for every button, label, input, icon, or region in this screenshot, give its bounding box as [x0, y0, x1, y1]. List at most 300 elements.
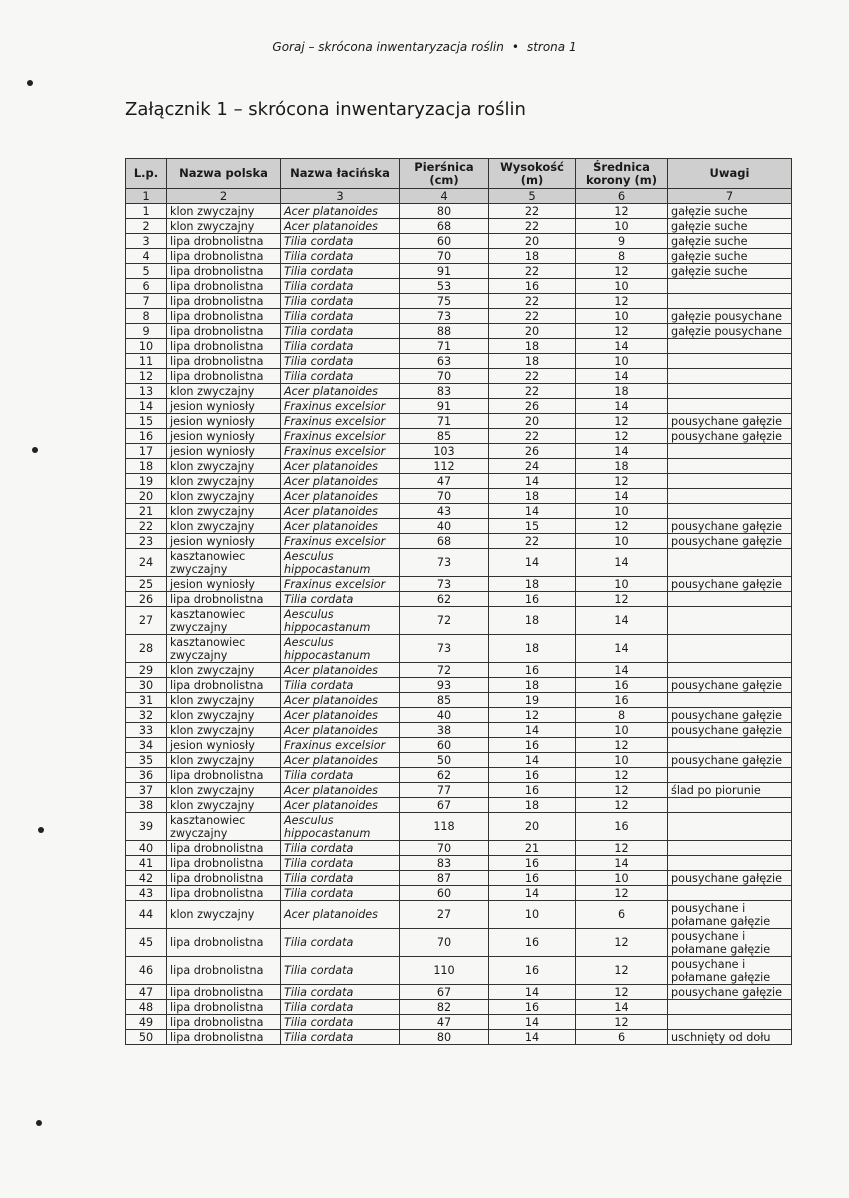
header-dbh: Pierśnica (cm): [400, 159, 489, 189]
crown-diameter-cell: 14: [576, 489, 668, 504]
polish-name: kasztanowiec zwyczajny: [167, 549, 281, 577]
row-number: 12: [126, 369, 167, 384]
height-cell: 22: [489, 309, 576, 324]
table-row: [126, 592, 792, 607]
punch-hole-mark: [27, 80, 33, 86]
table-row: [126, 429, 792, 444]
remarks-cell: [668, 489, 792, 504]
polish-name: klon zwyczajny: [167, 753, 281, 768]
remarks-cell: [668, 444, 792, 459]
polish-name: jesion wyniosły: [167, 577, 281, 592]
remarks-cell: [668, 592, 792, 607]
latin-name: Tilia cordata: [281, 369, 400, 384]
row-number: 3: [126, 234, 167, 249]
height-cell: 14: [489, 886, 576, 901]
crown-diameter-cell: 14: [576, 444, 668, 459]
height-cell: 14: [489, 1030, 576, 1045]
polish-name: lipa drobnolistna: [167, 324, 281, 339]
table-row: [126, 384, 792, 399]
column-number: 5: [489, 189, 576, 204]
latin-name: Tilia cordata: [281, 871, 400, 886]
polish-name: klon zwyczajny: [167, 474, 281, 489]
table-row: [126, 369, 792, 384]
header-separator: •: [511, 40, 519, 54]
row-number: 20: [126, 489, 167, 504]
polish-name: lipa drobnolistna: [167, 678, 281, 693]
table-row: [126, 856, 792, 871]
latin-name: Tilia cordata: [281, 294, 400, 309]
crown-diameter-cell: 10: [576, 279, 668, 294]
row-number: 44: [126, 901, 167, 929]
dbh-cell: 77: [400, 783, 489, 798]
row-number: 29: [126, 663, 167, 678]
crown-diameter-cell: 16: [576, 678, 668, 693]
latin-name: Tilia cordata: [281, 339, 400, 354]
page-label: strona 1: [526, 40, 577, 54]
height-cell: 16: [489, 1000, 576, 1015]
remarks-cell: pousychane gałęzie: [668, 577, 792, 592]
row-number: 48: [126, 1000, 167, 1015]
remarks-cell: [668, 635, 792, 663]
remarks-cell: [668, 813, 792, 841]
latin-name: Tilia cordata: [281, 1015, 400, 1030]
crown-diameter-cell: 10: [576, 309, 668, 324]
latin-name: Tilia cordata: [281, 279, 400, 294]
row-number: 37: [126, 783, 167, 798]
crown-diameter-cell: 10: [576, 219, 668, 234]
row-number: 2: [126, 219, 167, 234]
table-row: [126, 399, 792, 414]
latin-name: Tilia cordata: [281, 957, 400, 985]
polish-name: lipa drobnolistna: [167, 768, 281, 783]
polish-name: jesion wyniosły: [167, 534, 281, 549]
crown-diameter-cell: 12: [576, 798, 668, 813]
dbh-cell: 68: [400, 534, 489, 549]
height-cell: 14: [489, 1015, 576, 1030]
latin-name: Tilia cordata: [281, 768, 400, 783]
running-header: [0, 40, 849, 54]
polish-name: lipa drobnolistna: [167, 339, 281, 354]
height-cell: 24: [489, 459, 576, 474]
crown-diameter-cell: 12: [576, 768, 668, 783]
row-number: 16: [126, 429, 167, 444]
row-number: 45: [126, 929, 167, 957]
table-row: [126, 414, 792, 429]
dbh-cell: 72: [400, 607, 489, 635]
table-row: [126, 474, 792, 489]
latin-name: Tilia cordata: [281, 264, 400, 279]
remarks-cell: [668, 459, 792, 474]
dbh-cell: 73: [400, 577, 489, 592]
crown-diameter-cell: 14: [576, 399, 668, 414]
table-row: [126, 294, 792, 309]
remarks-cell: [668, 738, 792, 753]
remarks-cell: gałęzie pousychane: [668, 324, 792, 339]
crown-diameter-cell: 12: [576, 264, 668, 279]
polish-name: klon zwyczajny: [167, 384, 281, 399]
polish-name: klon zwyczajny: [167, 798, 281, 813]
remarks-cell: [668, 856, 792, 871]
row-number: 18: [126, 459, 167, 474]
latin-name: Fraxinus excelsior: [281, 738, 400, 753]
latin-name: Fraxinus excelsior: [281, 414, 400, 429]
row-number: 38: [126, 798, 167, 813]
height-cell: 16: [489, 929, 576, 957]
height-cell: 18: [489, 339, 576, 354]
crown-diameter-cell: 12: [576, 429, 668, 444]
dbh-cell: 93: [400, 678, 489, 693]
dbh-cell: 27: [400, 901, 489, 929]
polish-name: lipa drobnolistna: [167, 957, 281, 985]
dbh-cell: 103: [400, 444, 489, 459]
crown-diameter-cell: 10: [576, 753, 668, 768]
dbh-cell: 80: [400, 1030, 489, 1045]
remarks-cell: pousychane gałęzie: [668, 519, 792, 534]
table-row: [126, 1000, 792, 1015]
height-cell: 14: [489, 549, 576, 577]
table-row: [126, 957, 792, 985]
latin-name: Acer platanoides: [281, 693, 400, 708]
remarks-cell: pousychane gałęzie: [668, 534, 792, 549]
remarks-cell: pousychane gałęzie: [668, 429, 792, 444]
table-row: [126, 549, 792, 577]
row-number: 10: [126, 339, 167, 354]
latin-name: Tilia cordata: [281, 354, 400, 369]
polish-name: lipa drobnolistna: [167, 1015, 281, 1030]
latin-name: Acer platanoides: [281, 663, 400, 678]
height-cell: 22: [489, 204, 576, 219]
row-number: 28: [126, 635, 167, 663]
table-row: [126, 886, 792, 901]
remarks-cell: pousychane gałęzie: [668, 678, 792, 693]
latin-name: Fraxinus excelsior: [281, 429, 400, 444]
dbh-cell: 82: [400, 1000, 489, 1015]
polish-name: lipa drobnolistna: [167, 841, 281, 856]
remarks-cell: [668, 663, 792, 678]
crown-diameter-cell: 10: [576, 577, 668, 592]
crown-diameter-cell: 14: [576, 369, 668, 384]
row-number: 34: [126, 738, 167, 753]
latin-name: Tilia cordata: [281, 249, 400, 264]
remarks-cell: [668, 504, 792, 519]
latin-name: Fraxinus excelsior: [281, 534, 400, 549]
height-cell: 16: [489, 663, 576, 678]
table-row: [126, 249, 792, 264]
polish-name: lipa drobnolistna: [167, 309, 281, 324]
row-number: 41: [126, 856, 167, 871]
polish-name: klon zwyczajny: [167, 459, 281, 474]
remarks-cell: pousychane gałęzie: [668, 414, 792, 429]
crown-diameter-cell: 8: [576, 708, 668, 723]
dbh-cell: 68: [400, 219, 489, 234]
latin-name: Fraxinus excelsior: [281, 444, 400, 459]
column-number: 4: [400, 189, 489, 204]
table-row: [126, 489, 792, 504]
remarks-cell: [668, 279, 792, 294]
height-cell: 15: [489, 519, 576, 534]
crown-diameter-cell: 12: [576, 841, 668, 856]
crown-diameter-cell: 10: [576, 354, 668, 369]
crown-diameter-cell: 12: [576, 414, 668, 429]
latin-name: Tilia cordata: [281, 841, 400, 856]
latin-name: Aesculus hippocastanum: [281, 813, 400, 841]
table-row: [126, 929, 792, 957]
height-cell: 18: [489, 249, 576, 264]
dbh-cell: 87: [400, 871, 489, 886]
latin-name: Fraxinus excelsior: [281, 399, 400, 414]
dbh-cell: 73: [400, 549, 489, 577]
crown-diameter-cell: 18: [576, 459, 668, 474]
row-number: 50: [126, 1030, 167, 1045]
table-row: [126, 708, 792, 723]
crown-diameter-cell: 10: [576, 504, 668, 519]
height-cell: 16: [489, 592, 576, 607]
remarks-cell: pousychane i połamane gałęzie: [668, 901, 792, 929]
remarks-cell: [668, 354, 792, 369]
dbh-cell: 53: [400, 279, 489, 294]
dbh-cell: 83: [400, 384, 489, 399]
polish-name: lipa drobnolistna: [167, 279, 281, 294]
dbh-cell: 70: [400, 489, 489, 504]
row-number: 33: [126, 723, 167, 738]
remarks-cell: [668, 384, 792, 399]
latin-name: Tilia cordata: [281, 1030, 400, 1045]
row-number: 31: [126, 693, 167, 708]
polish-name: lipa drobnolistna: [167, 592, 281, 607]
dbh-cell: 85: [400, 429, 489, 444]
crown-diameter-cell: 14: [576, 549, 668, 577]
dbh-cell: 73: [400, 635, 489, 663]
remarks-cell: [668, 294, 792, 309]
polish-name: klon zwyczajny: [167, 219, 281, 234]
dbh-cell: 70: [400, 249, 489, 264]
latin-name: Acer platanoides: [281, 519, 400, 534]
crown-diameter-cell: 14: [576, 635, 668, 663]
remarks-cell: pousychane gałęzie: [668, 985, 792, 1000]
latin-name: Tilia cordata: [281, 1000, 400, 1015]
latin-name: Tilia cordata: [281, 324, 400, 339]
latin-name: Acer platanoides: [281, 384, 400, 399]
height-cell: 26: [489, 444, 576, 459]
remarks-cell: uschnięty od dołu: [668, 1030, 792, 1045]
row-number: 7: [126, 294, 167, 309]
table-row: [126, 459, 792, 474]
polish-name: lipa drobnolistna: [167, 264, 281, 279]
polish-name: jesion wyniosły: [167, 414, 281, 429]
polish-name: klon zwyczajny: [167, 693, 281, 708]
height-cell: 18: [489, 798, 576, 813]
table-row: [126, 693, 792, 708]
remarks-cell: ślad po piorunie: [668, 783, 792, 798]
crown-diameter-cell: 12: [576, 985, 668, 1000]
remarks-cell: [668, 886, 792, 901]
remarks-cell: pousychane i połamane gałęzie: [668, 957, 792, 985]
header-lp: L.p.: [126, 159, 167, 189]
remarks-cell: pousychane gałęzie: [668, 871, 792, 886]
latin-name: Acer platanoides: [281, 901, 400, 929]
dbh-cell: 72: [400, 663, 489, 678]
remarks-cell: [668, 339, 792, 354]
header-crown-diameter: Średnica korony (m): [576, 159, 668, 189]
height-cell: 26: [489, 399, 576, 414]
height-cell: 22: [489, 264, 576, 279]
latin-name: Acer platanoides: [281, 783, 400, 798]
dbh-cell: 88: [400, 324, 489, 339]
row-number: 27: [126, 607, 167, 635]
table-row: [126, 783, 792, 798]
remarks-cell: [668, 549, 792, 577]
row-number: 49: [126, 1015, 167, 1030]
dbh-cell: 118: [400, 813, 489, 841]
polish-name: klon zwyczajny: [167, 663, 281, 678]
latin-name: Tilia cordata: [281, 678, 400, 693]
height-cell: 22: [489, 369, 576, 384]
row-number: 6: [126, 279, 167, 294]
header-polish-name: Nazwa polska: [167, 159, 281, 189]
remarks-cell: pousychane gałęzie: [668, 753, 792, 768]
polish-name: kasztanowiec zwyczajny: [167, 813, 281, 841]
row-number: 17: [126, 444, 167, 459]
table-row: [126, 663, 792, 678]
table-row: [126, 753, 792, 768]
dbh-cell: 91: [400, 399, 489, 414]
height-cell: 16: [489, 768, 576, 783]
dbh-cell: 62: [400, 768, 489, 783]
dbh-cell: 110: [400, 957, 489, 985]
height-cell: 16: [489, 783, 576, 798]
remarks-cell: [668, 1000, 792, 1015]
crown-diameter-cell: 14: [576, 663, 668, 678]
latin-name: Fraxinus excelsior: [281, 577, 400, 592]
polish-name: lipa drobnolistna: [167, 294, 281, 309]
height-cell: 16: [489, 738, 576, 753]
row-number: 26: [126, 592, 167, 607]
height-cell: 14: [489, 985, 576, 1000]
remarks-cell: gałęzie suche: [668, 249, 792, 264]
crown-diameter-cell: 10: [576, 871, 668, 886]
height-cell: 22: [489, 534, 576, 549]
crown-diameter-cell: 10: [576, 723, 668, 738]
row-number: 46: [126, 957, 167, 985]
dbh-cell: 67: [400, 985, 489, 1000]
running-title: Goraj – skrócona inwentaryzacja roślin: [272, 40, 504, 54]
crown-diameter-cell: 6: [576, 1030, 668, 1045]
dbh-cell: 83: [400, 856, 489, 871]
dbh-cell: 47: [400, 474, 489, 489]
column-number: 2: [167, 189, 281, 204]
polish-name: lipa drobnolistna: [167, 886, 281, 901]
polish-name: klon zwyczajny: [167, 901, 281, 929]
dbh-cell: 60: [400, 234, 489, 249]
latin-name: Acer platanoides: [281, 504, 400, 519]
height-cell: 12: [489, 708, 576, 723]
table-row: [126, 901, 792, 929]
dbh-cell: 38: [400, 723, 489, 738]
height-cell: 22: [489, 384, 576, 399]
polish-name: lipa drobnolistna: [167, 249, 281, 264]
height-cell: 19: [489, 693, 576, 708]
polish-name: klon zwyczajny: [167, 783, 281, 798]
table-row: [126, 519, 792, 534]
height-cell: 22: [489, 219, 576, 234]
height-cell: 16: [489, 871, 576, 886]
polish-name: lipa drobnolistna: [167, 369, 281, 384]
column-number: 3: [281, 189, 400, 204]
latin-name: Tilia cordata: [281, 309, 400, 324]
height-cell: 20: [489, 234, 576, 249]
crown-diameter-cell: 12: [576, 204, 668, 219]
remarks-cell: [668, 399, 792, 414]
dbh-cell: 62: [400, 592, 489, 607]
table-row: [126, 798, 792, 813]
row-number: 24: [126, 549, 167, 577]
table-row: [126, 204, 792, 219]
dbh-cell: 91: [400, 264, 489, 279]
polish-name: jesion wyniosły: [167, 399, 281, 414]
crown-diameter-cell: 12: [576, 1015, 668, 1030]
inventory-table: [125, 158, 792, 1045]
table-row: [126, 577, 792, 592]
latin-name: Acer platanoides: [281, 798, 400, 813]
remarks-cell: pousychane gałęzie: [668, 708, 792, 723]
dbh-cell: 73: [400, 309, 489, 324]
crown-diameter-cell: 12: [576, 929, 668, 957]
dbh-cell: 71: [400, 339, 489, 354]
latin-name: Aesculus hippocastanum: [281, 607, 400, 635]
row-number: 39: [126, 813, 167, 841]
latin-name: Acer platanoides: [281, 459, 400, 474]
crown-diameter-cell: 14: [576, 856, 668, 871]
table-row: [126, 444, 792, 459]
header-remarks: Uwagi: [668, 159, 792, 189]
table-row: [126, 219, 792, 234]
polish-name: kasztanowiec zwyczajny: [167, 607, 281, 635]
row-number: 8: [126, 309, 167, 324]
dbh-cell: 60: [400, 738, 489, 753]
dbh-cell: 63: [400, 354, 489, 369]
row-number: 30: [126, 678, 167, 693]
remarks-cell: [668, 768, 792, 783]
row-number: 36: [126, 768, 167, 783]
row-number: 9: [126, 324, 167, 339]
polish-name: jesion wyniosły: [167, 444, 281, 459]
table-row: [126, 871, 792, 886]
table-row: [126, 264, 792, 279]
polish-name: jesion wyniosły: [167, 429, 281, 444]
height-cell: 14: [489, 504, 576, 519]
crown-diameter-cell: 12: [576, 474, 668, 489]
crown-diameter-cell: 14: [576, 339, 668, 354]
table-row: [126, 768, 792, 783]
row-number: 19: [126, 474, 167, 489]
height-cell: 20: [489, 813, 576, 841]
row-number: 5: [126, 264, 167, 279]
polish-name: klon zwyczajny: [167, 489, 281, 504]
header-row: [126, 159, 792, 189]
remarks-cell: [668, 1015, 792, 1030]
table-row: [126, 279, 792, 294]
row-number: 42: [126, 871, 167, 886]
row-number: 25: [126, 577, 167, 592]
dbh-cell: 70: [400, 369, 489, 384]
table-body: [126, 204, 792, 1045]
crown-diameter-cell: 14: [576, 1000, 668, 1015]
height-cell: 21: [489, 841, 576, 856]
crown-diameter-cell: 9: [576, 234, 668, 249]
crown-diameter-cell: 12: [576, 324, 668, 339]
polish-name: klon zwyczajny: [167, 204, 281, 219]
table-row: [126, 1015, 792, 1030]
